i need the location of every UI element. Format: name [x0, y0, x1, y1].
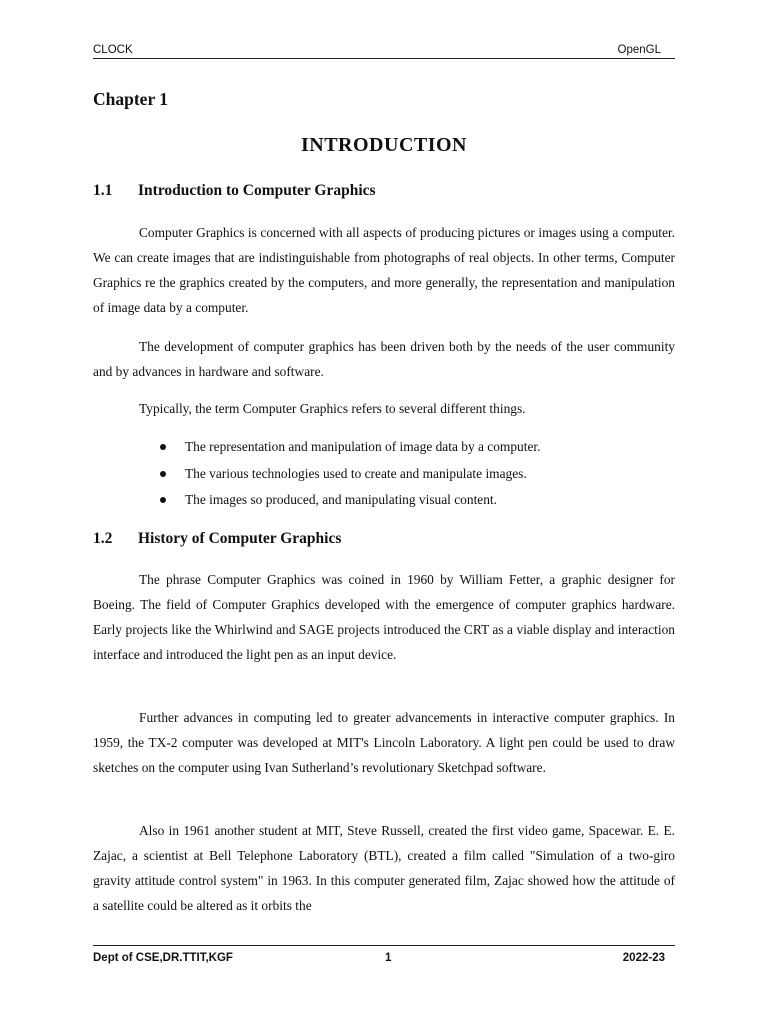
paragraph-development: The development of computer graphics has been driven both by the needs of the user community and by advances in hardware and software. — [93, 339, 675, 379]
page-footer — [93, 945, 675, 968]
page-title: INTRODUCTION — [300, 134, 468, 156]
paragraph-advances: Further advances in computing led to greater advancements in interactive computer graphics. In 1959, the TX-2 computer was developed at MIT's Lincoln Laboratory. A light pen could be used to draw sketches on the computer using Ivan Sutherland’s revolutionary Sketchpad software. — [93, 710, 675, 775]
paragraph-typically: Typically, the term Computer Graphics refers to several different things. — [139, 401, 526, 416]
section-number: 1.1 — [93, 182, 113, 199]
section-title: Introduction to Computer Graphics — [138, 182, 376, 199]
section-title: History of Computer Graphics — [138, 530, 342, 547]
section-heading-1-1 — [93, 182, 376, 200]
bullet-icon — [160, 497, 166, 503]
section-heading-1-2 — [93, 530, 341, 548]
bullet-icon — [160, 444, 166, 450]
chapter-label: Chapter 1 — [93, 89, 169, 109]
footer-page-number: 1 — [385, 952, 392, 964]
bullet-icon — [160, 471, 166, 477]
footer-dept: Dept of CSE,DR.TTIT,KGF — [93, 952, 233, 964]
paragraph-intro: Computer Graphics is concerned with all aspects of producing pictures or images using a computer. We can create images that are indistinguishable from photographs of real objects. In other terms, Computer Graphics re the graphics created by the computers, and more generally, the representation and manipulation of image data by a computer. — [93, 225, 675, 315]
header-left-text: CLOCK — [93, 44, 133, 56]
footer-year: 2022-23 — [622, 952, 665, 964]
list-item: The images so produced, and manipulating visual content. — [158, 487, 658, 514]
page-header — [93, 42, 675, 59]
header-right-text: OpenGL — [617, 44, 661, 56]
list-item: The various technologies used to create and manipulate images. — [158, 461, 658, 488]
list-item: The representation and manipulation of image data by a computer. — [158, 434, 658, 461]
bullet-list — [158, 434, 658, 514]
paragraph-history: The phrase Computer Graphics was coined in 1960 by William Fetter, a graphic designer for Boeing. The field of Computer Graphics developed with the emergence of computer graphics hardware. Early projects like the Whirlwind and SAGE projects introduced the CRT as a viable display and interaction interface and introduced the light pen as an input device. — [93, 572, 675, 662]
section-number: 1.2 — [93, 530, 113, 547]
paragraph-1961: Also in 1961 another student at MIT, Steve Russell, created the first video game, Spacewar. E. E. Zajac, a scientist at Bell Telephone Laboratory (BTL), created a film called "Simulation of a two-giro gravity attitude control system" in 1963. In this computer generated film, Zajac showed how the attitude of a satellite could be altered as it orbits the — [93, 823, 675, 913]
